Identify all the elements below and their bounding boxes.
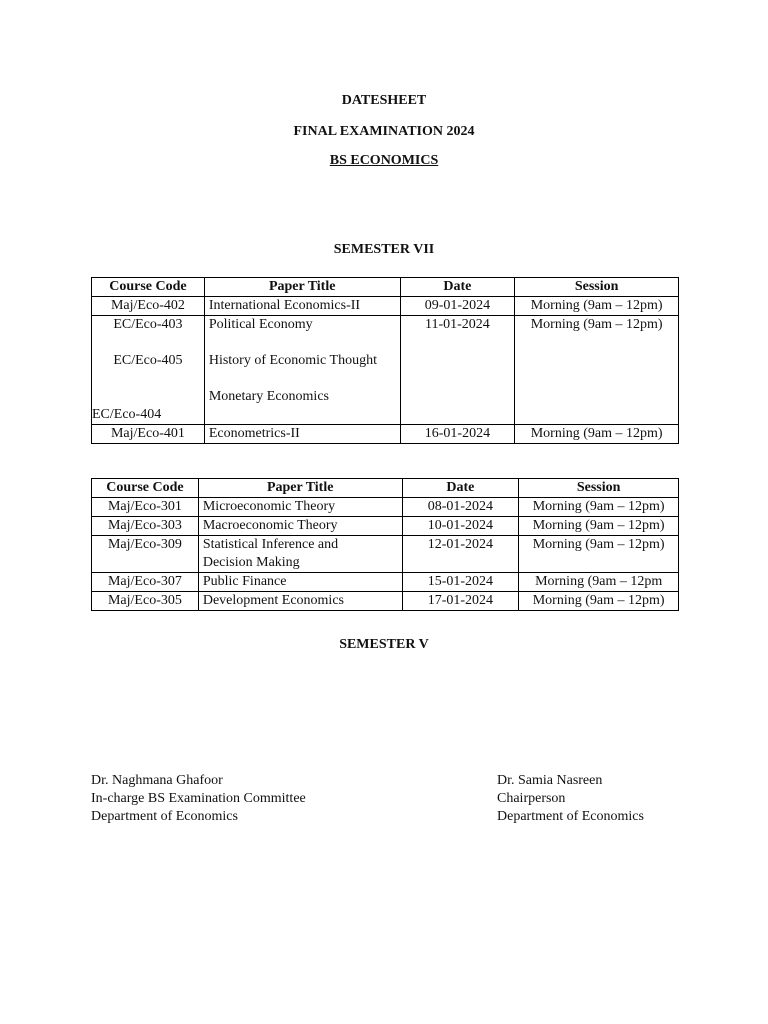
course-code: Maj/Eco-401 [92, 425, 205, 444]
course-code: Maj/Eco-309 [92, 536, 199, 573]
table-row [92, 573, 679, 592]
table-header-row [92, 479, 679, 498]
table-row [92, 517, 679, 536]
course-code: Maj/Eco-301 [92, 498, 199, 517]
program-title: BS ECONOMICS [329, 153, 439, 168]
exam-date: 09-01-2024 [400, 297, 515, 316]
exam-date: 12-01-2024 [402, 536, 519, 573]
spacer [209, 370, 396, 388]
session: Morning (9am – 12pm) [519, 517, 679, 536]
course-code: EC/Eco-405 [113, 353, 183, 368]
table-row [92, 536, 679, 573]
exam-date: 10-01-2024 [402, 517, 519, 536]
course-code: Maj/Eco-402 [92, 297, 205, 316]
paper-title: Microeconomic Theory [198, 498, 402, 517]
session: Morning (9am – 12pm) [515, 316, 679, 425]
table-row [92, 297, 679, 316]
paper-title: Public Finance [198, 573, 402, 592]
course-code: EC/Eco-403 [113, 317, 183, 332]
col-paper-title: Paper Title [198, 479, 402, 498]
session: Morning (9am – 12pm) [519, 536, 679, 573]
session: Morning (9am – 12pm) [519, 592, 679, 611]
signature-left [91, 772, 306, 826]
session: Morning (9am – 12pm) [515, 425, 679, 444]
paper-title: Development Economics [198, 592, 402, 611]
exam-date: 17-01-2024 [402, 592, 519, 611]
paper-title: Econometrics-II [204, 425, 400, 444]
col-course-code: Course Code [92, 479, 199, 498]
signatory-department: Department of Economics [91, 809, 238, 824]
col-paper-title: Paper Title [204, 278, 400, 297]
paper-title: Political Economy [208, 317, 313, 332]
signatory-name: Dr. Naghmana Ghafoor [91, 773, 223, 788]
spacer [209, 334, 396, 352]
paper-title: Macroeconomic Theory [198, 517, 402, 536]
course-code: EC/Eco-404 [92, 407, 162, 422]
paper-title: Decision Making [202, 555, 300, 570]
paper-title: History of Economic Thought [208, 353, 377, 368]
exam-date: 15-01-2024 [402, 573, 519, 592]
session: Morning (9am – 12pm) [519, 498, 679, 517]
course-code-cell [92, 316, 205, 425]
semester-vii-heading: SEMESTER VII [333, 242, 435, 257]
table-row [92, 316, 679, 425]
signatory-role: Chairperson [497, 791, 566, 806]
spacer [96, 370, 200, 388]
col-session: Session [519, 479, 679, 498]
course-code: Maj/Eco-303 [92, 517, 199, 536]
session: Morning (9am – 12pm) [515, 297, 679, 316]
table-row [92, 592, 679, 611]
program-title-wrap [0, 153, 768, 169]
exam-date: 11-01-2024 [400, 316, 515, 425]
session: Morning (9am – 12pm [519, 573, 679, 592]
table-row [92, 425, 679, 444]
exam-title: FINAL EXAMINATION 2024 [293, 124, 475, 139]
course-code: Maj/Eco-307 [92, 573, 199, 592]
paper-title-cell [198, 536, 402, 573]
semester-vii-table [91, 277, 679, 444]
document-title: DATESHEET [341, 93, 427, 108]
col-date: Date [400, 278, 515, 297]
col-session: Session [515, 278, 679, 297]
col-course-code: Course Code [92, 278, 205, 297]
exam-date: 08-01-2024 [402, 498, 519, 517]
signatory-name: Dr. Samia Nasreen [497, 773, 603, 788]
paper-title-cell [204, 316, 400, 425]
table-row [92, 498, 679, 517]
signature-right [497, 772, 644, 826]
spacer [96, 334, 200, 352]
spacer [96, 388, 200, 406]
table-header-row [92, 278, 679, 297]
col-date: Date [402, 479, 519, 498]
paper-title: Statistical Inference and [202, 537, 339, 552]
exam-date: 16-01-2024 [400, 425, 515, 444]
signatory-department: Department of Economics [497, 809, 644, 824]
paper-title: Monetary Economics [208, 389, 329, 404]
signatory-role: In-charge BS Examination Committee [91, 791, 306, 806]
paper-title: International Economics-II [204, 297, 400, 316]
course-code: Maj/Eco-305 [92, 592, 199, 611]
semester-v-table [91, 478, 679, 611]
semester-v-heading: SEMESTER V [339, 637, 429, 652]
